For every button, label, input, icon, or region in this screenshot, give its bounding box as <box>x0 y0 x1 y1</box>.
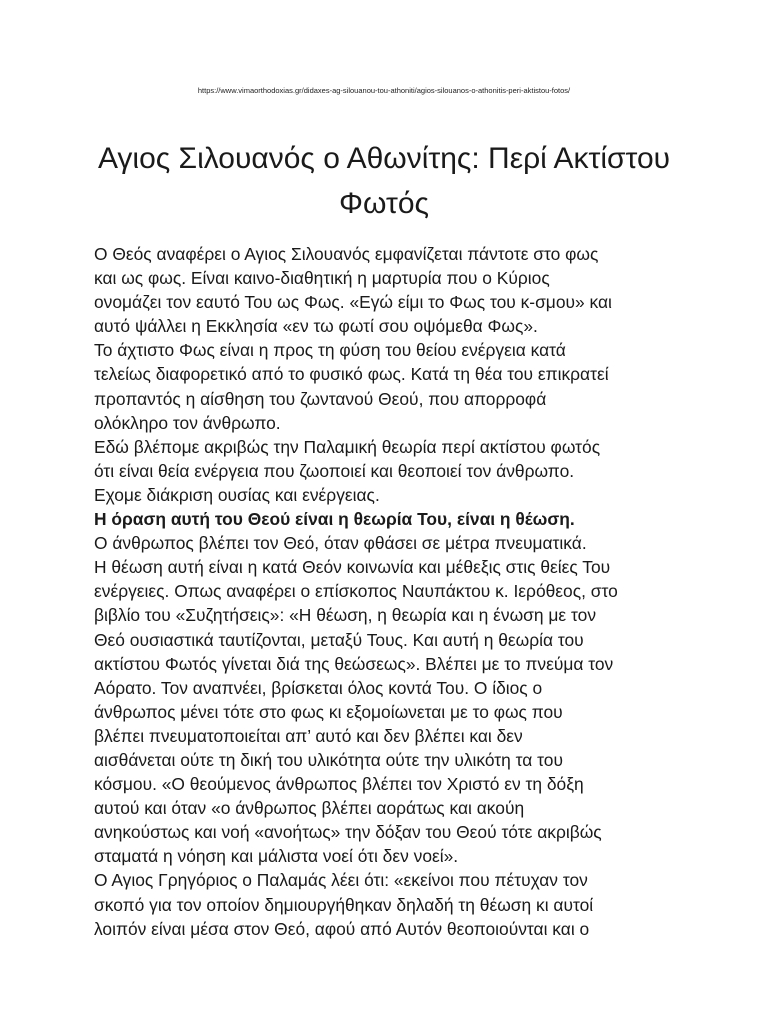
text-line: ολόκληρο τον άνθρωπο. <box>94 412 281 433</box>
text-line: βλέπει πνευματοποιείται απ’ αυτό και δεν βλέπει και δεν <box>94 725 523 746</box>
text-line: αυτό ψάλλει η Εκκλησία «εν τω φωτί σου οψόμεθα Φως». <box>94 316 538 337</box>
text-line: Εδώ βλέπομε ακριβώς την Παλαμική θεωρία περί ακτίστου φωτός <box>94 436 601 457</box>
page-title: Αγιος Σιλουανός ο Αθωνίτης: Περί Ακτίστου Φωτός <box>97 142 671 220</box>
text-line: Ο Θεός αναφέρει ο Αγιος Σιλουανός εμφανίζεται πάντοτε στο φως <box>94 244 599 264</box>
text-line: αυτού και όταν «ο άνθρωπος βλέπει αοράτως και ακούη <box>94 798 525 819</box>
text-line: Θεό ουσιαστικά ταυτίζονται, μεταξύ Τους. Και αυτή η θεωρία του <box>94 629 584 650</box>
text-line: ότι είναι θεία ενέργεια που ζωοποιεί και θεοποιεί τον άνθρωπο. <box>94 460 575 481</box>
text-line: ακτίστου Φωτός γίνεται διά της θεώσεως». Βλέπει με το πνεύμα τον <box>94 653 614 674</box>
text-line: λοιπόν είναι μέσα στον Θεό, αφού από Αυτόν θεοποιούνται και ο <box>94 918 590 939</box>
text-line: κόσμου. «Ο θεούμενος άνθρωπος βλέπει τον Χριστό εν τη δόξη <box>94 774 584 795</box>
text-line: βιβλίο του «Συζητήσεις»: «Η θέωση, η θεωρία και η ένωση με τον <box>94 605 597 626</box>
text-line: σκοπό για τον οποίον δημιουργήθηκαν δηλαδή τη θέωση κι αυτοί <box>94 894 594 915</box>
text-line: ενέργειες. Οπως αναφέρει ο επίσκοπος Ναυπάκτου κ. Ιερόθεος, στο <box>94 581 618 602</box>
text-line: Ο Αγιος Γρηγόριος ο Παλαμάς λέει ότι: «εκείνοι που πέτυχαν τον <box>94 870 588 891</box>
text-line: άνθρωπος μένει τότε στο φως κι εξομοίωνεται με το φως που <box>94 701 563 722</box>
text-line: και ως φως. Είναι καινο-διαθητική η μαρτυρία που ο Κύριος <box>94 268 550 289</box>
text-line: Εχομε διάκριση ουσίας και ενέργειας. <box>94 484 380 505</box>
text-line: τελείως διαφορετικό από το φυσικό φως. Κατά τη θέα του επικρατεί <box>94 364 609 385</box>
article-body <box>94 242 694 941</box>
text-line: Αόρατο. Τον αναπνέει, βρίσκεται όλος κοντά Του. Ο ίδιος ο <box>94 677 543 698</box>
text-line: ανηκούστως και νοή «ανοήτως» την δόξαν του Θεού τότε ακριβώς <box>94 822 602 843</box>
text-line: Ο άνθρωπος βλέπει τον Θεό, όταν φθάσει σε μέτρα πνευματικά. <box>94 533 587 554</box>
text-line: ονομάζει τον εαυτό Του ως Φως. «Εγώ είμι το Φως του κ-σμου» και <box>94 292 612 313</box>
text-line: Το άχτιστο Φως είναι η προς τη φύση του θείου ενέργεια κατά <box>94 340 566 361</box>
text-line: σταματά η νόηση και μάλιστα νοεί ότι δεν νοεί». <box>94 846 459 867</box>
text-line: αισθάνεται ούτε τη δική του υλικότητα ούτε την υλικότη τα του <box>94 749 563 770</box>
bold-text-line: Η όραση αυτή του Θεού είναι η θεωρία Του, είναι η θέωση. <box>94 509 575 530</box>
text-line: προπαντός η αίσθηση του ζωντανού Θεού, που απορροφά <box>94 388 547 409</box>
source-url: https://www.vimaorthodoxias.gr/didaxes-ag-silouanou-tou-athoniti/agios-silouanos-o-athonitis-peri-aktistou-fotos/ <box>197 86 571 95</box>
text-line: Η θέωση αυτή είναι η κατά Θεόν κοινωνία και μέθεξις στις θείες Του <box>94 557 611 578</box>
